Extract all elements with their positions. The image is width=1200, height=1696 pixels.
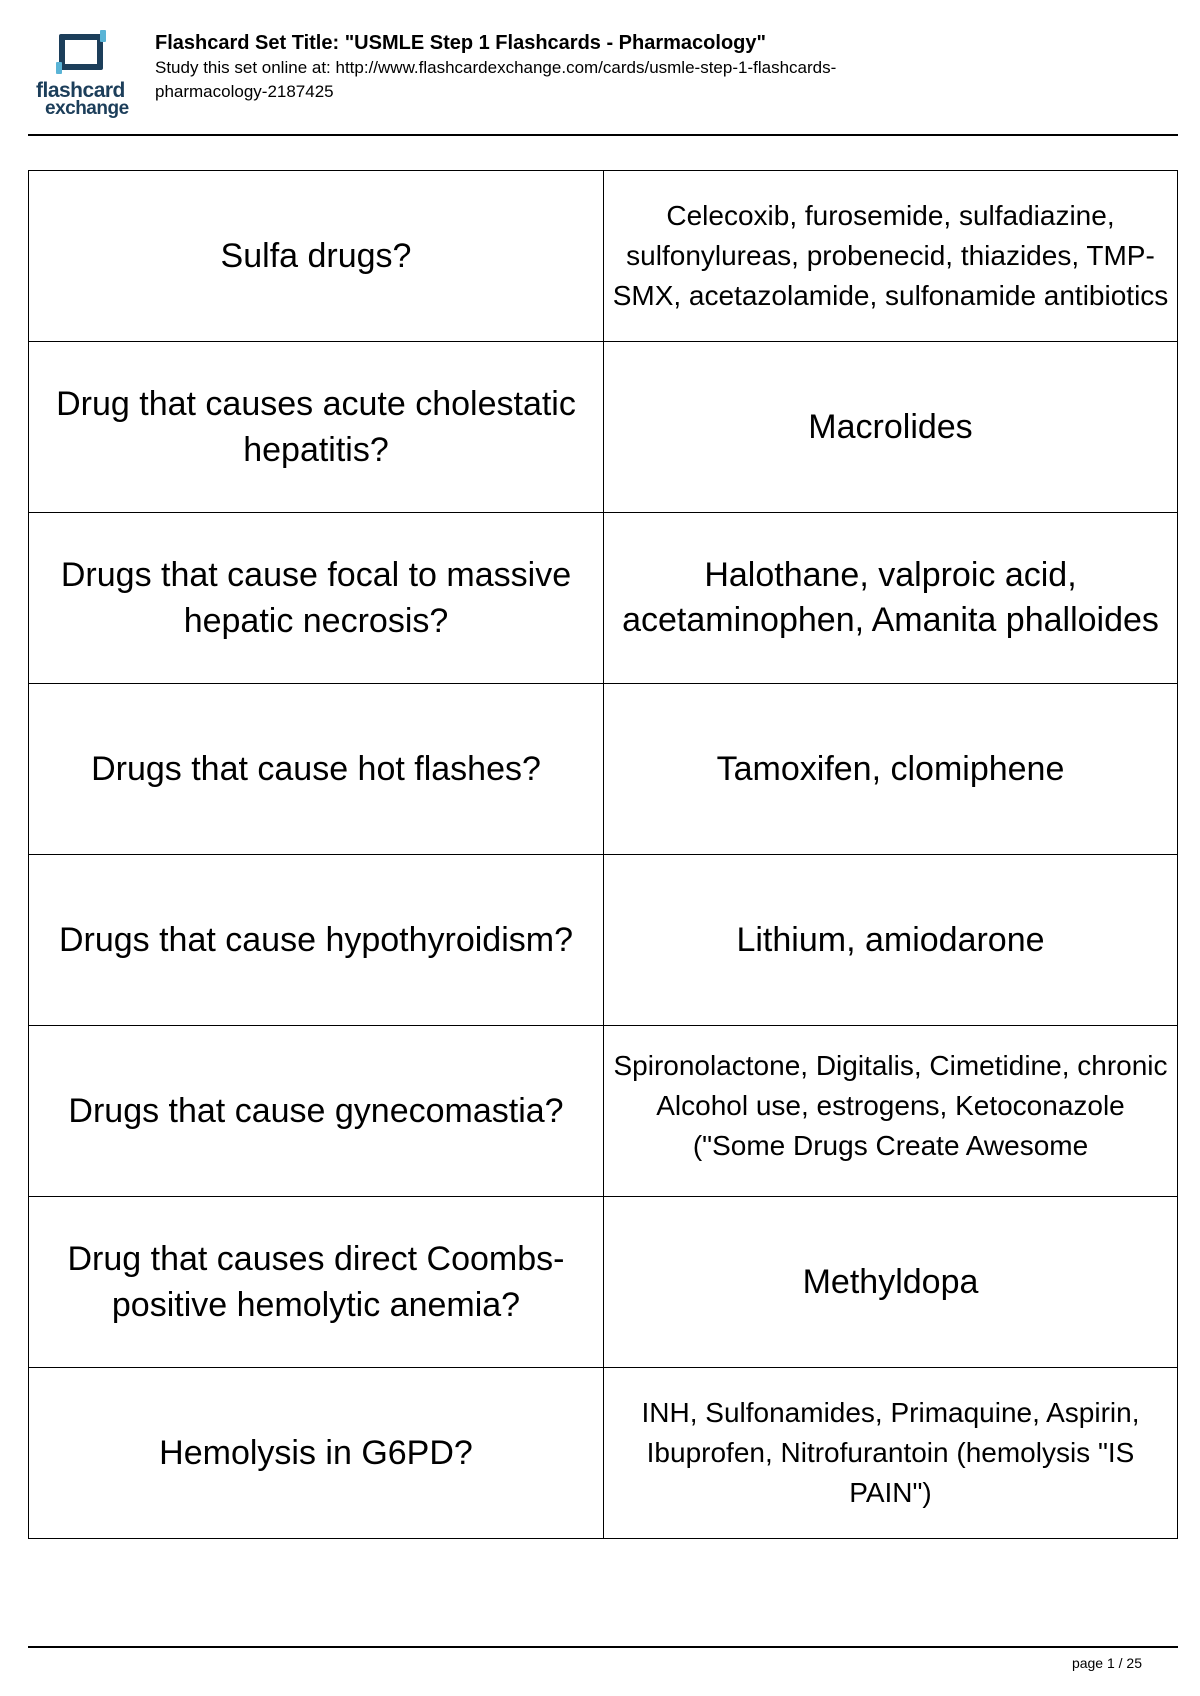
flashcard-table xyxy=(28,170,1178,1539)
card-question: Drugs that cause hypothyroidism? xyxy=(29,855,604,1026)
card-question: Drug that causes direct Coombs-positive hemolytic anemia? xyxy=(29,1197,604,1368)
card-question: Drugs that cause gynecomastia? xyxy=(29,1026,604,1197)
card-question: Drug that causes acute cholestatic hepatitis? xyxy=(29,342,604,513)
header-divider xyxy=(28,134,1178,136)
card-question: Sulfa drugs? xyxy=(29,171,604,342)
card-answer: Lithium, amiodarone xyxy=(604,855,1178,1026)
logo-tab-right xyxy=(100,30,106,42)
study-url-line-1[interactable]: Study this set online at: http://www.flashcardexchange.com/cards/usmle-step-1-flashcards- xyxy=(155,58,837,77)
footer-divider xyxy=(28,1646,1178,1648)
card-answer: Halothane, valproic acid, acetaminophen, Amanita phalloides xyxy=(604,513,1178,684)
card-row xyxy=(29,1197,1178,1368)
logo-word-exchange: exchange xyxy=(45,98,129,119)
card-question: Hemolysis in G6PD? xyxy=(29,1368,604,1539)
card-logo-icon xyxy=(59,34,103,70)
card-answer: Tamoxifen, clomiphene xyxy=(604,684,1178,855)
flashcardexchange-logo[interactable] xyxy=(28,28,134,120)
card-answer: Celecoxib, furosemide, sulfadiazine, sulfonylureas, probenecid, thiazides, TMP-SMX, acetazolamide, sulfonamide antibiotics xyxy=(604,171,1178,342)
logo-tab-left xyxy=(56,62,62,74)
card-question: Drugs that cause hot flashes? xyxy=(29,684,604,855)
card-question: Drugs that cause focal to massive hepatic necrosis? xyxy=(29,513,604,684)
logo-word-flashcard: flashcard xyxy=(36,79,125,102)
card-answer: Macrolides xyxy=(604,342,1178,513)
study-url-line-2[interactable]: pharmacology-2187425 xyxy=(155,82,334,101)
card-answer: Methyldopa xyxy=(604,1197,1178,1368)
card-row xyxy=(29,684,1178,855)
card-answer xyxy=(604,1026,1178,1197)
header-text xyxy=(155,30,1155,104)
set-title: Flashcard Set Title: "USMLE Step 1 Flashcards - Pharmacology" xyxy=(155,32,766,54)
card-row xyxy=(29,171,1178,342)
card-row xyxy=(29,513,1178,684)
card-answer: INH, Sulfonamides, Primaquine, Aspirin, Ibuprofen, Nitrofurantoin (hemolysis "IS PAIN") xyxy=(604,1368,1178,1539)
page-number: page 1 / 25 xyxy=(1071,1655,1142,1671)
card-row xyxy=(29,855,1178,1026)
card-row xyxy=(29,1368,1178,1539)
card-row xyxy=(29,1026,1178,1197)
card-row xyxy=(29,342,1178,513)
page-header xyxy=(28,24,1178,134)
card-answer-text: Spironolactone, Digitalis, Cimetidine, chronic Alcohol use, estrogens, Ketoconazole ("Some Drugs Create Awesome xyxy=(613,1049,1168,1161)
